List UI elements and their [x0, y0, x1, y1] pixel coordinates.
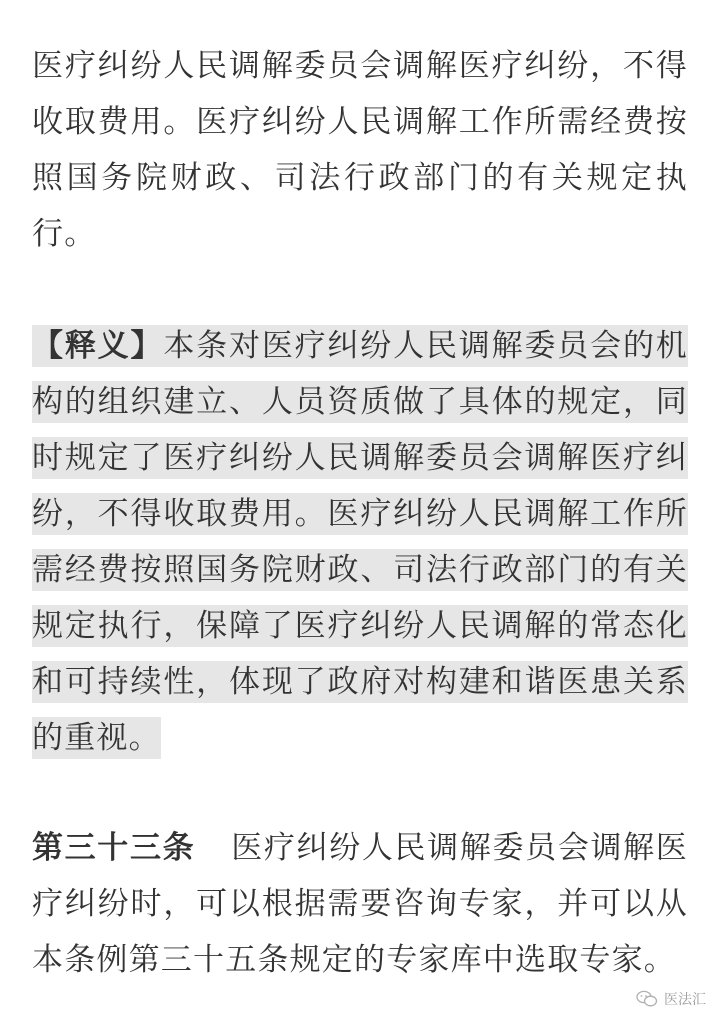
article-text: 医疗纠纷人民调解委员会调解医疗纠纷时，可以根据需要咨询专家，并可以从本条例第三十五条规定的专家库中选取专家。 [32, 830, 688, 978]
paragraph-regulation-text [32, 38, 688, 262]
watermark [636, 989, 706, 1009]
paragraph-text: 医疗纠纷人民调解委员会调解医疗纠纷，不得收取费用。医疗纠纷人民调解工作所需经费按照国务院财政、司法行政部门的有关规定执行。 [32, 48, 688, 252]
watermark-text: 医法汇 [664, 992, 706, 1008]
highlighted-interpretation [32, 325, 688, 759]
interpretation-text: 本条对医疗纠纷人民调解委员会的机构的组织建立、人员资质做了具体的规定，同时规定了医疗纠纷人民调解委员会调解医疗纠纷，不得收取费用。医疗纠纷人民调解工作所需经费按照国务院财政、司法行政部门的有关规定执行，保障了医疗纠纷人民调解的常态化和可持续性，体现了政府对构建和谐医患关系的重视。 [32, 328, 688, 756]
wechat-icon [636, 990, 658, 1008]
paragraph-interpretation [32, 318, 688, 766]
interpretation-label: 【释义】 [32, 328, 164, 364]
article-number: 第三十三条 [32, 830, 196, 866]
paragraph-article-33 [32, 820, 688, 988]
